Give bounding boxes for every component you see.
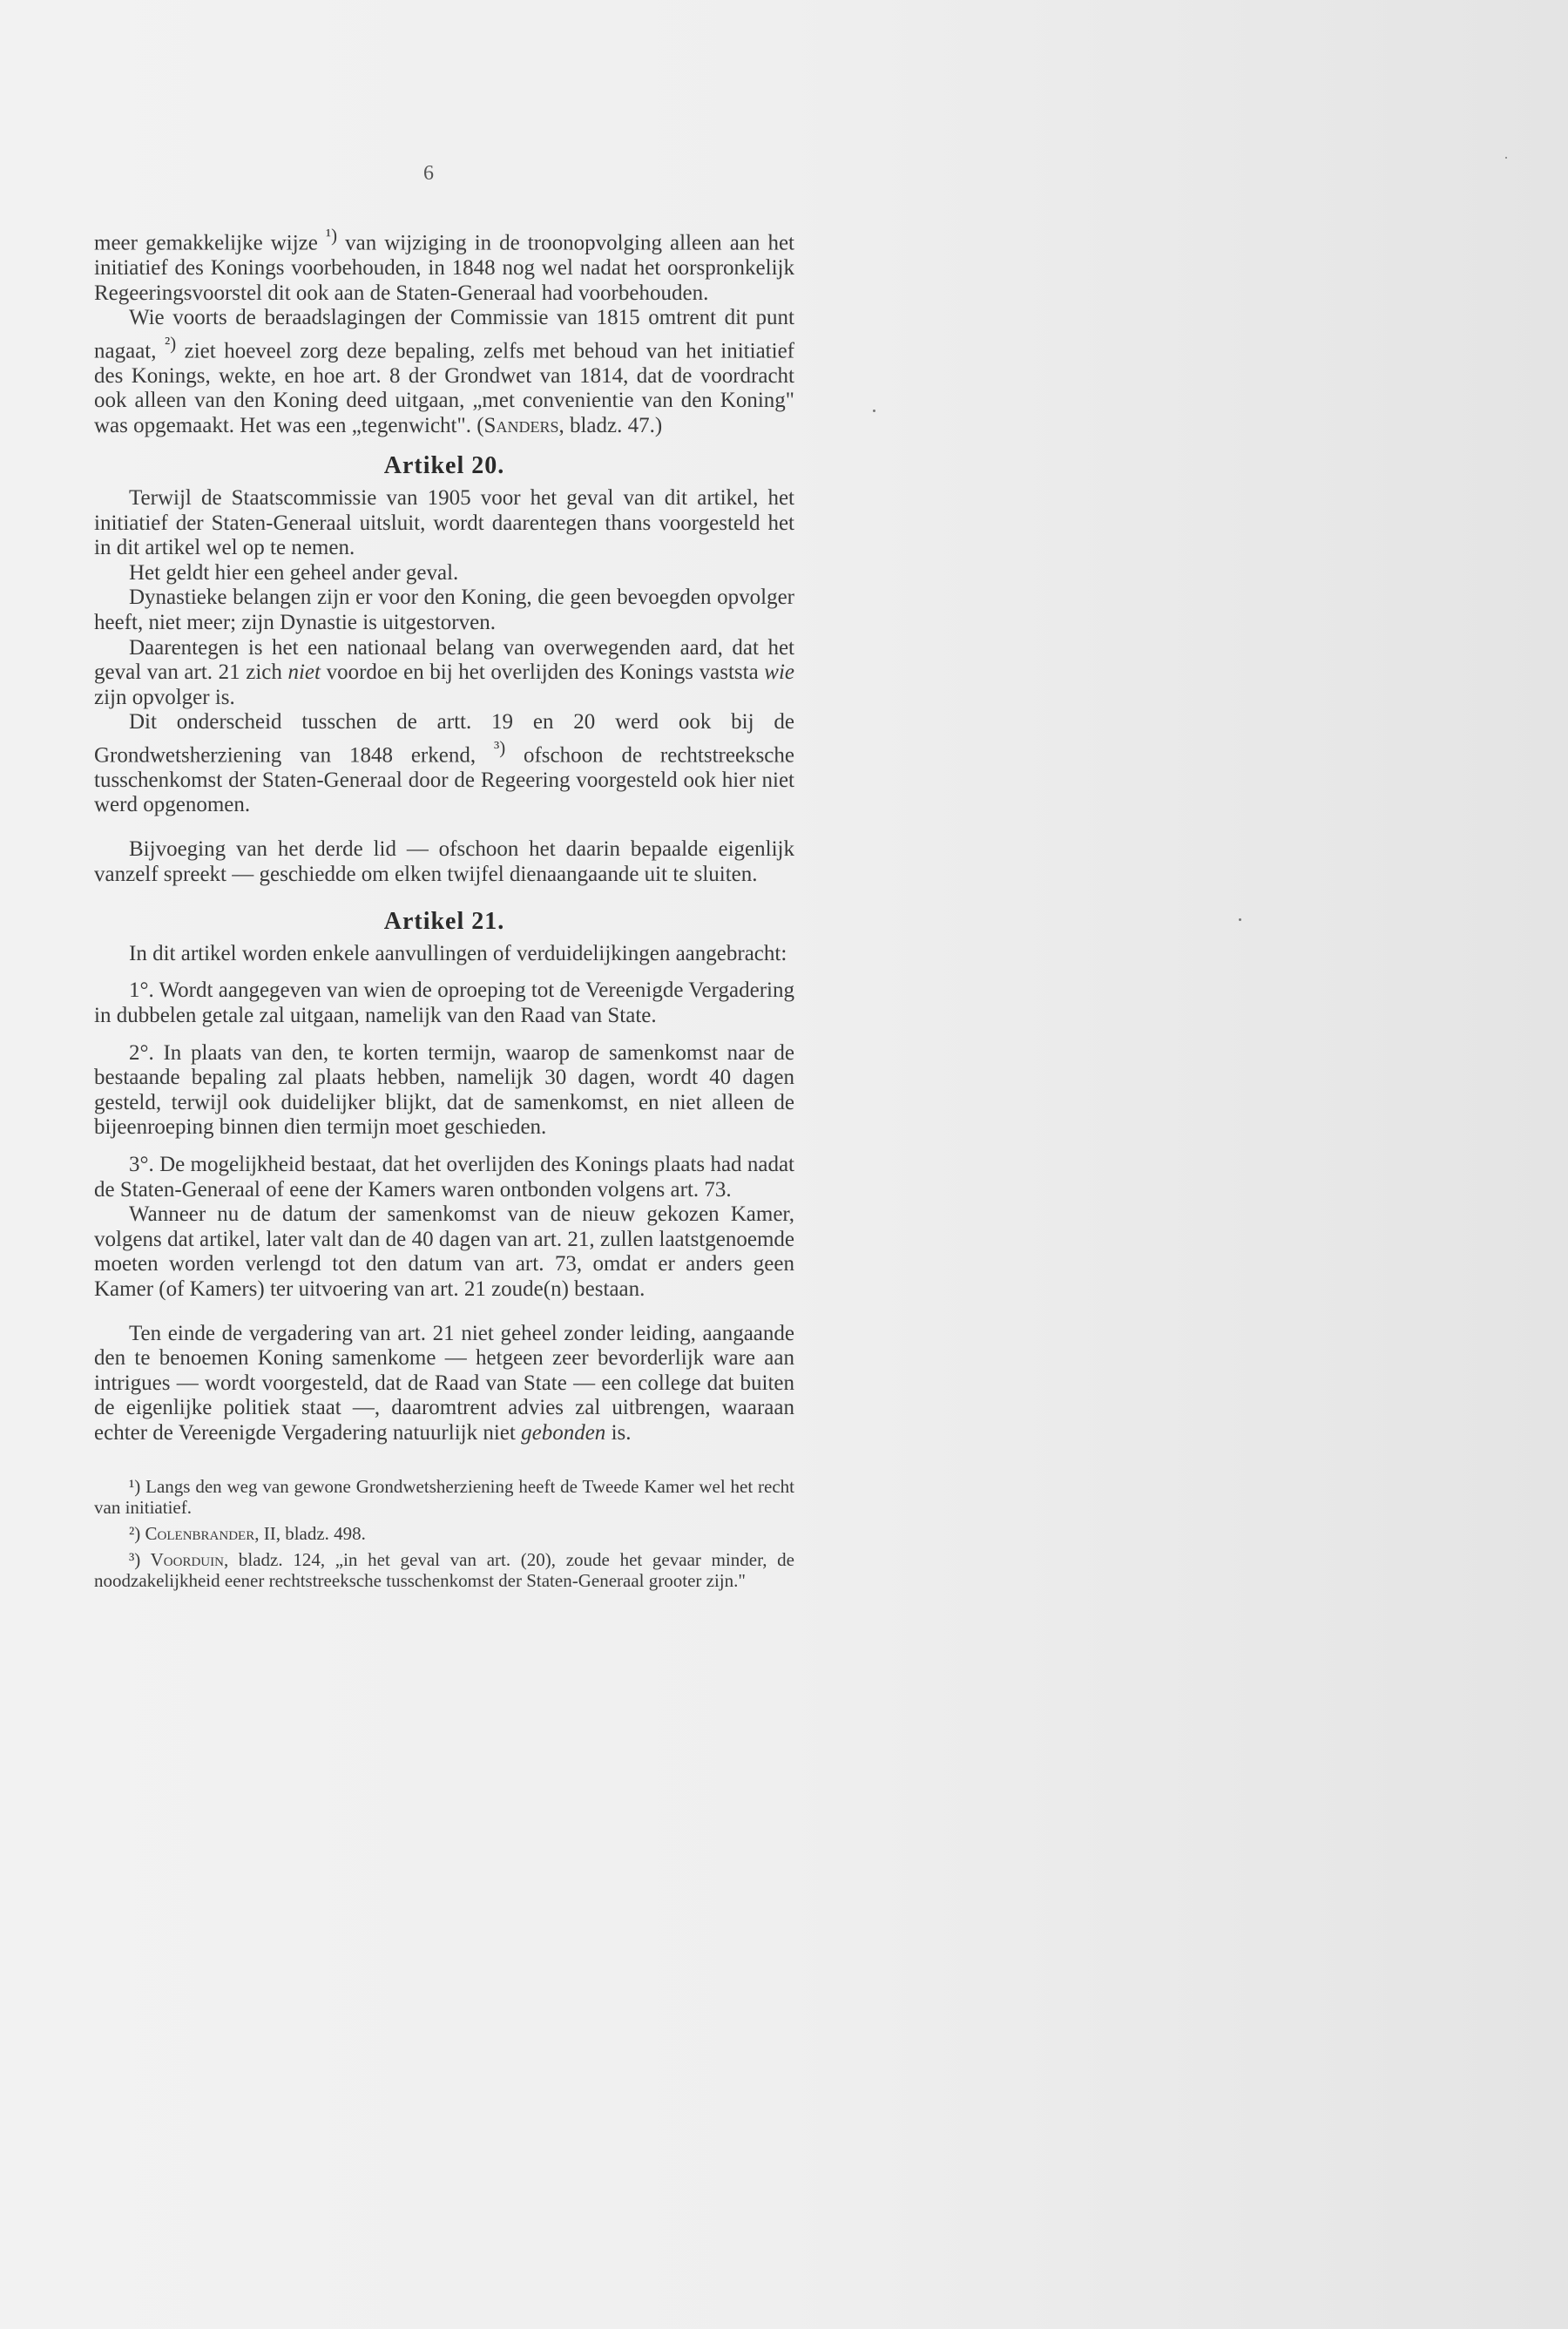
- paragraph: Het geldt hier een geheel ander geval.: [129, 560, 459, 585]
- page-number: 6: [423, 162, 434, 185]
- footnote: ¹) Langs den weg van gewone Grondwetsherziening heeft de Tweede Kamer wel het recht van initiatief.: [94, 1475, 794, 1518]
- paragraph: Wanneer nu de datum der samenkomst van de nieuw gekozen Kamer, volgens dat artikel, later valt dan de 40 dagen van art. 21, zullen laatstgenoemde moeten worden verlengd tot den datum van art. 73, omdat er anders geen Kamer (of Kamers) ter uitvoering van art. 21 zoude(n) bestaan.: [94, 1202, 794, 1301]
- footnote-ref: ¹): [325, 225, 338, 246]
- list-item: 1°. Wordt aangegeven van wien de oproeping tot de Vereenigde Vergadering in dubbelen getale zal uitgaan, namelijk van den Raad van State.: [94, 978, 794, 1028]
- footnote-ref: ³): [493, 736, 506, 758]
- paragraph: In dit artikel worden enkele aanvullingen of verduidelijkingen aangebracht:: [129, 941, 787, 965]
- section-heading: Artikel 21.: [383, 908, 505, 936]
- list-item: 2°. In plaats van den, te korten termijn, waarop de samenkomst naar de bestaande bepaling zal plaats hebben, namelijk 30 dagen, wordt 40 dagen gesteld, terwijl ook duidelijker blijkt, dat de samenkomst, en niet alleen de bijeenroeping binnen dien termijn moet geschieden.: [94, 1040, 794, 1140]
- footnote-ref: ²): [164, 332, 177, 354]
- scan-speck: [1239, 918, 1241, 921]
- footnote: ³) Voorduin, bladz. 124, „in het geval van art. (20), zoude het gevaar minder, de noodzakelijkheid eener rechtstreeksche tusschenkomst der Staten-Generaal grooter zijn.": [94, 1548, 794, 1591]
- section-heading: Artikel 20.: [383, 452, 505, 480]
- list-item: 3°. De mogelijkheid bestaat, dat het overlijden des Konings plaats had nadat de Staten-Generaal of eene der Kamers waren ontbonden volgens art. 73.: [94, 1152, 794, 1202]
- paragraph: Daarentegen is het een nationaal belang van overwegenden aard, dat het geval van art. 21 zich niet voordoe en bij het overlijden des Konings vaststa wie zijn opvolger is.: [94, 635, 794, 709]
- paragraph: Ten einde de vergadering van art. 21 niet geheel zonder leiding, aangaande den te benoemen Koning samenkome — hetgeen zeer bevorderlijk ware aan intrigues — wordt voorgesteld, dat de Raad van State — een college dat buiten de eigenlijke politiek staat —, daaromtrent advies zal uitbrengen, waaraan echter de Vereenigde Vergadering natuurlijk niet gebonden is.: [94, 1321, 794, 1445]
- paragraph: Bijvoeging van het derde lid — ofschoon het daarin bepaalde eigenlijk vanzelf spreekt — geschiedde om elken twijfel dienaangaande uit te sluiten.: [94, 837, 794, 886]
- paragraph: Wie voorts de beraadslagingen der Commissie van 1815 omtrent dit punt nagaat, $^{^2)}$ ziet hoeveel zorg deze bepaling, zelfs met behoud van het initiatief des Konings, wekte, en hoe art. 8 der Grondwet van 1814, dat de voordracht ook alleen van den Koning deed uitgaan, „met convenientie van den Koning" was opgemaakt. Het was een „tegenwicht". (Sanders, bladz. 47.): [94, 306, 794, 437]
- text-column: [94, 223, 794, 1596]
- paragraph: Dit onderscheid tusschen de artt. 19 en 20 werd ook bij de Grondwetsherziening van 1848 erkend, $^{^3)}$ ofschoon de rechtstreeksche tusschenkomst der Staten-Generaal door de Regeering voorgesteld ook hier niet werd opgenomen.: [94, 710, 794, 817]
- scan-speck: [1505, 157, 1507, 159]
- footnote: ²) Colenbrander, II, bladz. 498.: [129, 1522, 366, 1544]
- paragraph: meer gemakkelijke wijze $^{^1)}$ van wijziging in de troonopvolging alleen aan het initiatief des Konings voorbehouden, in 1848 nog wel nadat het oorspronkelijk Regeeringsvoorstel dit ook aan de Staten-Generaal had voorbehouden.: [94, 225, 794, 305]
- paragraph: Terwijl de Staatscommissie van 1905 voor het geval van dit artikel, het initiatief der Staten-Generaal uitsluit, wordt daarentegen thans voorgesteld het in dit artikel wel op te nemen.: [94, 486, 794, 560]
- scan-speck: [873, 410, 875, 412]
- footnotes: [94, 1476, 794, 1591]
- paragraph: Dynastieke belangen zijn er voor den Koning, die geen bevoegden opvolger heeft, niet meer; zijn Dynastie is uitgestorven.: [94, 586, 794, 634]
